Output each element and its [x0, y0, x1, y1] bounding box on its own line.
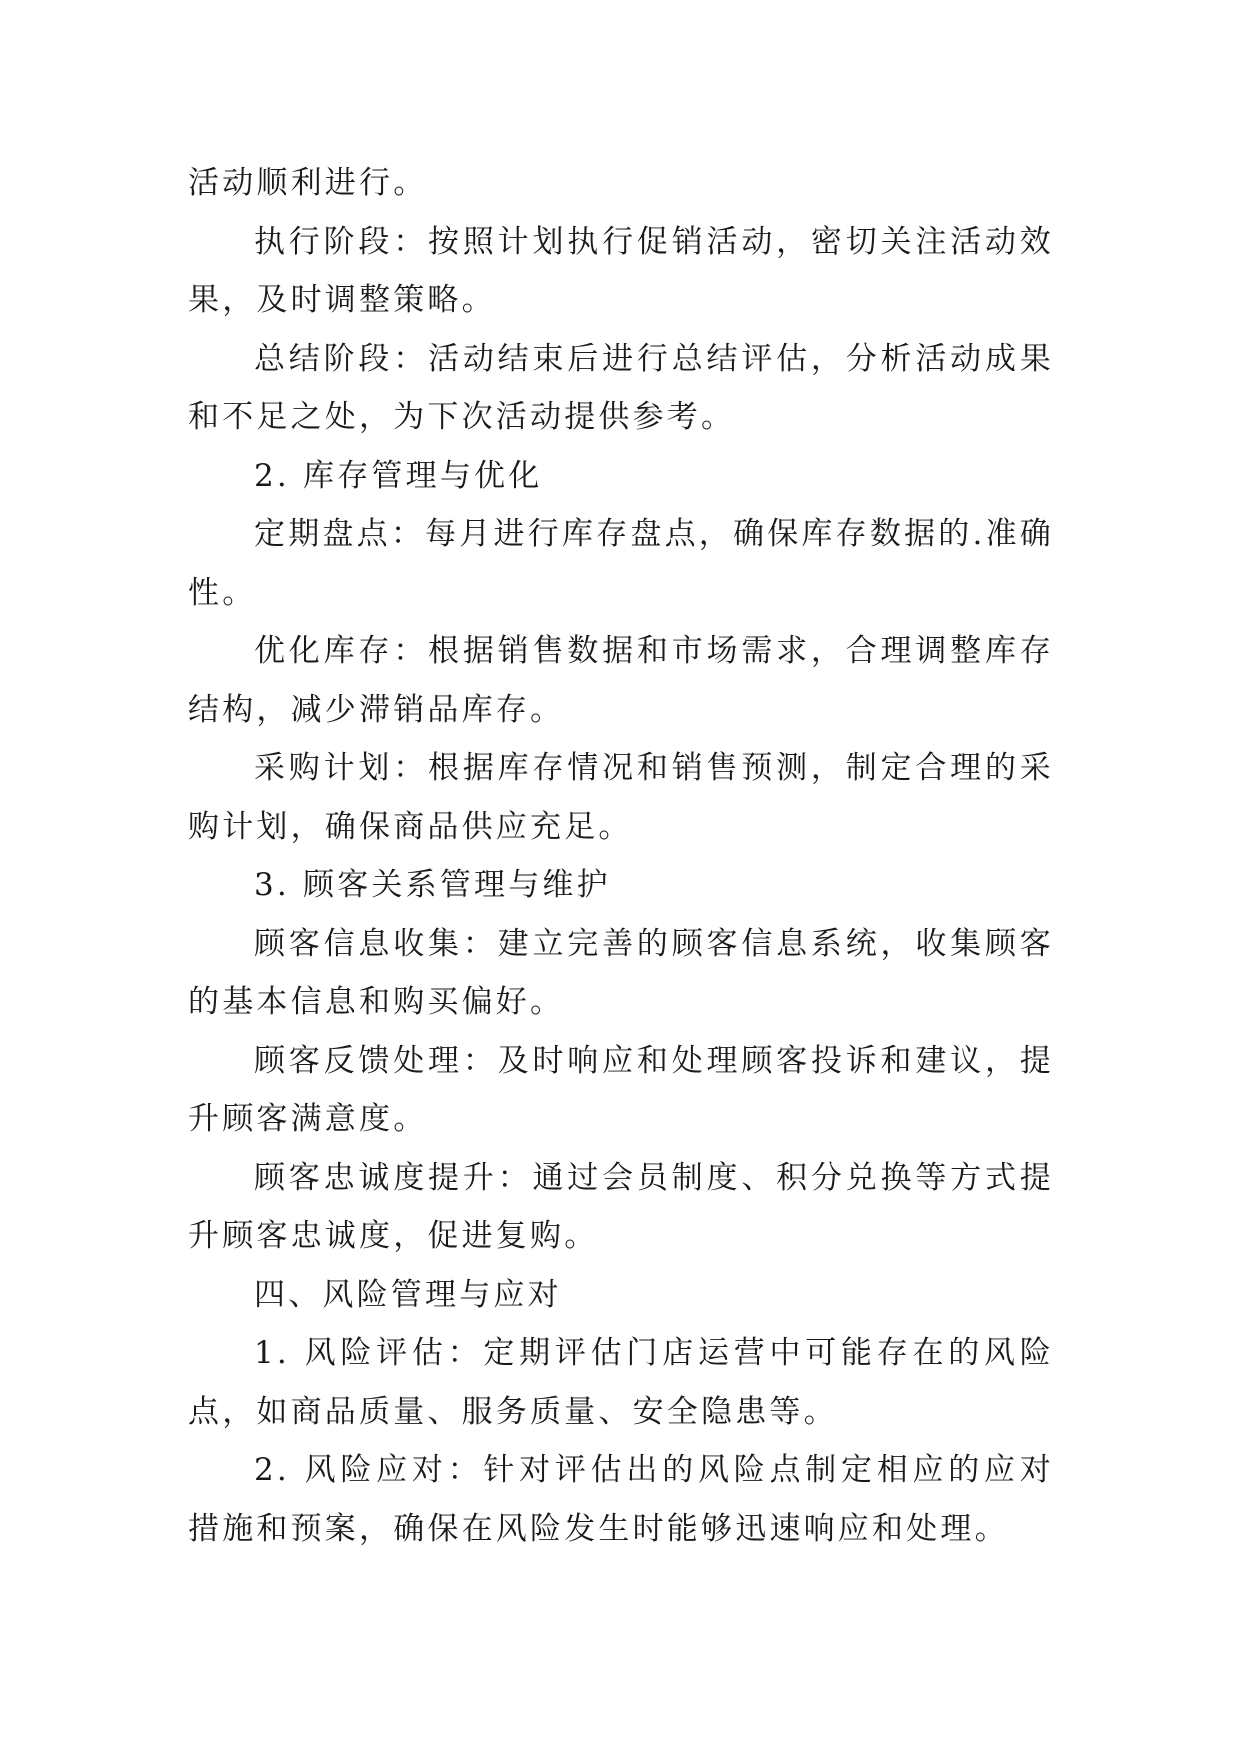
paragraph-risk-assessment: 1. 风险评估：定期评估门店运营中可能存在的风险点，如商品质量、服务质量、安全隐患等。: [188, 1335, 1054, 1430]
paragraph-customer-feedback: 顾客反馈处理：及时响应和处理顾客投诉和建议，提升顾客满意度。: [188, 1042, 1054, 1137]
paragraph-purchase-plan: 采购计划：根据库存情况和销售预测，制定合理的采购计划，确保商品供应充足。: [188, 750, 1054, 845]
paragraph-customer-info: 顾客信息收集：建立完善的顾客信息系统，收集顾客的基本信息和购买偏好。: [188, 925, 1054, 1020]
heading-risk-management: 四、风险管理与应对: [254, 1276, 562, 1313]
paragraph-customer-loyalty: 顾客忠诚度提升：通过会员制度、积分兑换等方式提升顾客忠诚度，促进复购。: [188, 1159, 1054, 1254]
paragraph-periodic-stocktake: 定期盘点：每月进行库存盘点，确保库存数据的.准确性。: [188, 516, 1054, 611]
heading-inventory-management: 2. 库存管理与优化: [254, 457, 543, 494]
paragraph-optimize-inventory: 优化库存：根据销售数据和市场需求，合理调整库存结构，减少滞销品库存。: [188, 633, 1054, 728]
paragraph-execution-phase: 执行阶段：按照计划执行促销活动，密切关注活动效果，及时调整策略。: [188, 223, 1054, 318]
paragraph-risk-response: 2. 风险应对：针对评估出的风险点制定相应的应对措施和预案，确保在风险发生时能够迅速响应和处理。: [188, 1452, 1054, 1547]
paragraph-continuation: 活动顺利进行。: [188, 165, 428, 201]
paragraph-summary-phase: 总结阶段：活动结束后进行总结评估，分析活动成果和不足之处，为下次活动提供参考。: [188, 340, 1054, 435]
heading-customer-relations: 3. 顾客关系管理与维护: [254, 867, 611, 903]
document-body: [188, 154, 1054, 1558]
